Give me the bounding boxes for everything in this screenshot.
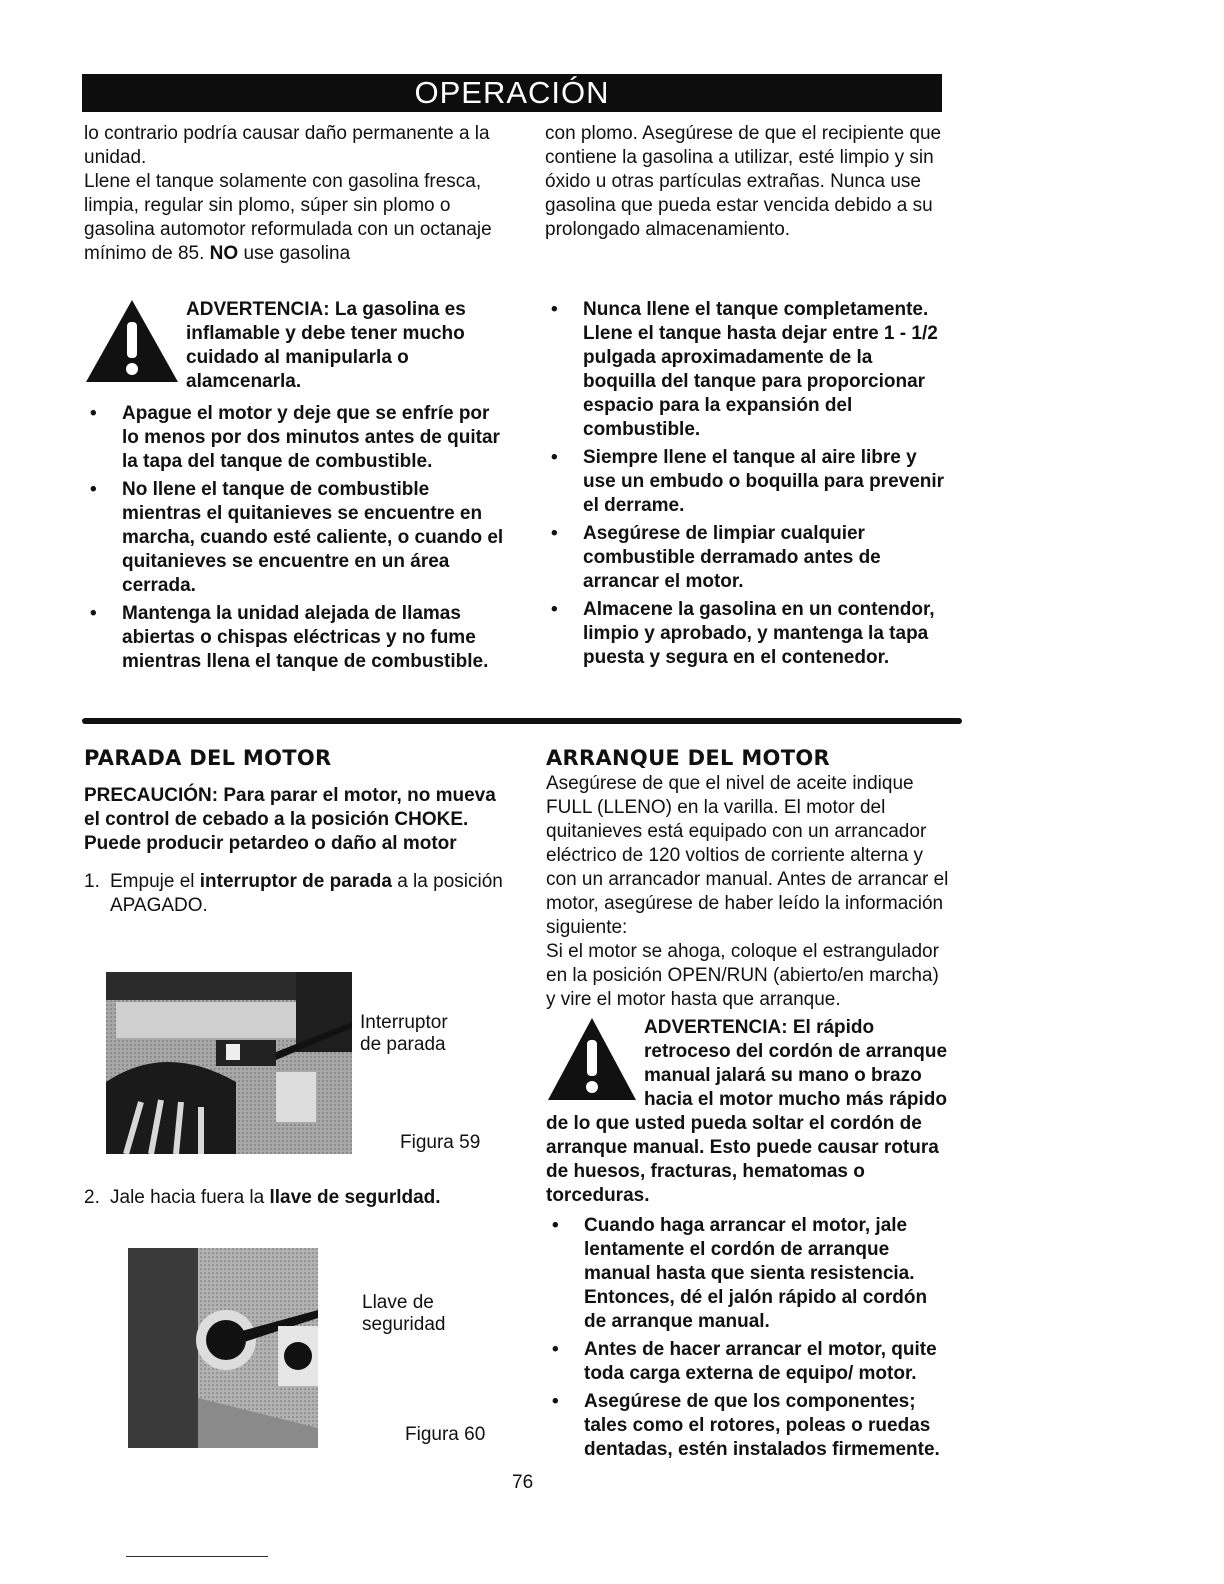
warning-triangle-icon <box>546 1016 638 1102</box>
fuel-bullets-right <box>545 298 950 674</box>
section-divider <box>82 718 962 724</box>
warning-text: ADVERTENCIA: La gasolina es inflamable y debe tener mucho cuidado al manipularla o alamcenarla. <box>186 299 466 392</box>
step-item <box>84 1186 504 1210</box>
list-item: • Asegúrese de que los componentes; tales como el rotores, poleas o ruedas dentadas, estén instalados firmemente. <box>546 1390 952 1462</box>
step-number: 2. <box>84 1187 100 1208</box>
fuel-bullets-left <box>84 402 504 678</box>
paragraph: Si el motor se ahoga, coloque el estrangulador en la posición OPEN/RUN (abierto/en marcha) y vire el motor hasta que arranque. <box>546 941 939 1010</box>
callout-text: Llave de seguridad <box>362 1292 446 1335</box>
callout-text: Interruptor de parada <box>360 1012 448 1055</box>
step-number: 1. <box>84 871 100 892</box>
stop-switch-image <box>106 972 352 1154</box>
section-title: PARADA DEL MOTOR <box>84 746 332 770</box>
text-run-bold: interruptor de parada <box>199 871 392 892</box>
list-item: • Apague el motor y deje que se enfríe por lo menos por dos minutos antes de quitar la tapa del tanque de combustible. <box>84 402 504 474</box>
page-number: 76 <box>512 1472 534 1493</box>
text-run: use gasolina <box>238 243 351 264</box>
paragraph: lo contrario podría causar daño permanente a la unidad. <box>84 123 490 168</box>
list-item: • Siempre llene el tanque al aire libre y use un embudo o boquilla para prevenir el derrame. <box>545 446 950 518</box>
section-header <box>82 74 942 112</box>
fuel-warning <box>84 298 504 394</box>
figure-59-photo <box>106 972 352 1154</box>
list-item: • Asegúrese de limpiar cualquier combustible derramado antes de arrancar el motor. <box>545 522 950 594</box>
header-title: OPERACIÓN <box>414 75 610 110</box>
step-item <box>84 870 504 918</box>
step-2 <box>84 1186 504 1210</box>
text-run: Llene el tanque solamente con gasolina fresca, limpia, regular sin plomo, súper sin plomo o gasolina automotor reformulada con un octanaje mínimo de 85. <box>84 171 492 264</box>
safety-key-image <box>128 1248 318 1448</box>
list-item: • No llene el tanque de combustible mientras el quitanieves se encuentre en marcha, cuando esté caliente, o cuando el quitanieves se encuentre en un área cerrada. <box>84 478 504 598</box>
list-item: • Antes de hacer arrancar el motor, quite toda carga externa de equipo/ motor. <box>546 1338 952 1386</box>
list-item: • Cuando haga arrancar el motor, jale lentamente el cordón de arranque manual hasta que sienta resistencia. Entonces, dé el jalón rápido al cordón de arranque manual. <box>546 1214 952 1334</box>
figure-60-callout <box>362 1292 472 1336</box>
start-engine-section <box>546 746 952 1466</box>
section-title: ARRANQUE DEL MOTOR <box>546 746 830 770</box>
top-right-text <box>545 122 950 242</box>
figure-59-callout <box>360 1012 470 1056</box>
figure-60-photo <box>128 1248 318 1448</box>
figure-60-label: Figura 60 <box>405 1424 486 1445</box>
list-item: • Almacene la gasolina en un contendor, limpio y aprobado, y mantenga la tapa puesta y segura en el contenedor. <box>545 598 950 670</box>
step-list <box>84 1186 504 1210</box>
list-item: • Mantenga la unidad alejada de llamas abiertas o chispas eléctricas y no fume mientras llena el tanque de combustible. <box>84 602 504 674</box>
step-list <box>84 870 504 918</box>
text-run-bold: llave de segurldad. <box>269 1187 441 1208</box>
footer-rule <box>126 1556 268 1557</box>
text-run-bold: NO <box>209 243 239 264</box>
paragraph: con plomo. Asegúrese de que el recipiente que contiene la gasolina a utilizar, esté limpio y sin óxido u otras partículas extrañas. Nunca use gasolina que pueda estar vencida debido a su prolongado almacenamiento. <box>545 123 942 240</box>
figure-59-label: Figura 59 <box>400 1132 481 1153</box>
paragraph: Asegúrese de que el nivel de aceite indique FULL (LLENO) en la varilla. El motor del quitanieves está equipado con un arrancador eléctrico de 120 voltios de corriente alterna y con un arrancador manual. Antes de arrancar el motor, asegúrese de haber leído la información siguiente: <box>546 773 949 938</box>
bullet-list <box>545 298 950 670</box>
bullet-list <box>546 1214 952 1462</box>
list-item: • Nunca llene el tanque completamente. Llene el tanque hasta dejar entre 1 - 1/2 pulgada aproximadamente de la boquilla del tanque para proporcionar espacio para la expansión del combustible. <box>545 298 950 442</box>
top-left-text <box>84 122 504 266</box>
stop-engine-section <box>84 746 504 918</box>
paragraph <box>84 170 504 266</box>
text-run: a la posición APAGADO. <box>110 871 503 916</box>
text-run: Empuje el <box>110 871 200 892</box>
caution-text: PRECAUCIÓN: Para parar el motor, no mueva el control de cebado a la posición CHOKE. Puede producir petardeo o daño al motor <box>84 785 496 854</box>
bullet-list <box>84 402 504 674</box>
text-run: Jale hacia fuera la <box>110 1187 270 1208</box>
warning-triangle-icon <box>84 298 180 384</box>
recoil-warning <box>546 1016 952 1208</box>
warning-text: ADVERTENCIA: El rápido retroceso del cordón de arranque manual jalará su mano o brazo hacia el motor mucho más rápido de lo que usted pueda soltar el cordón de arranque manual. Esto puede causar rotura de huesos, fracturas, hematomas o torceduras. <box>546 1017 948 1206</box>
